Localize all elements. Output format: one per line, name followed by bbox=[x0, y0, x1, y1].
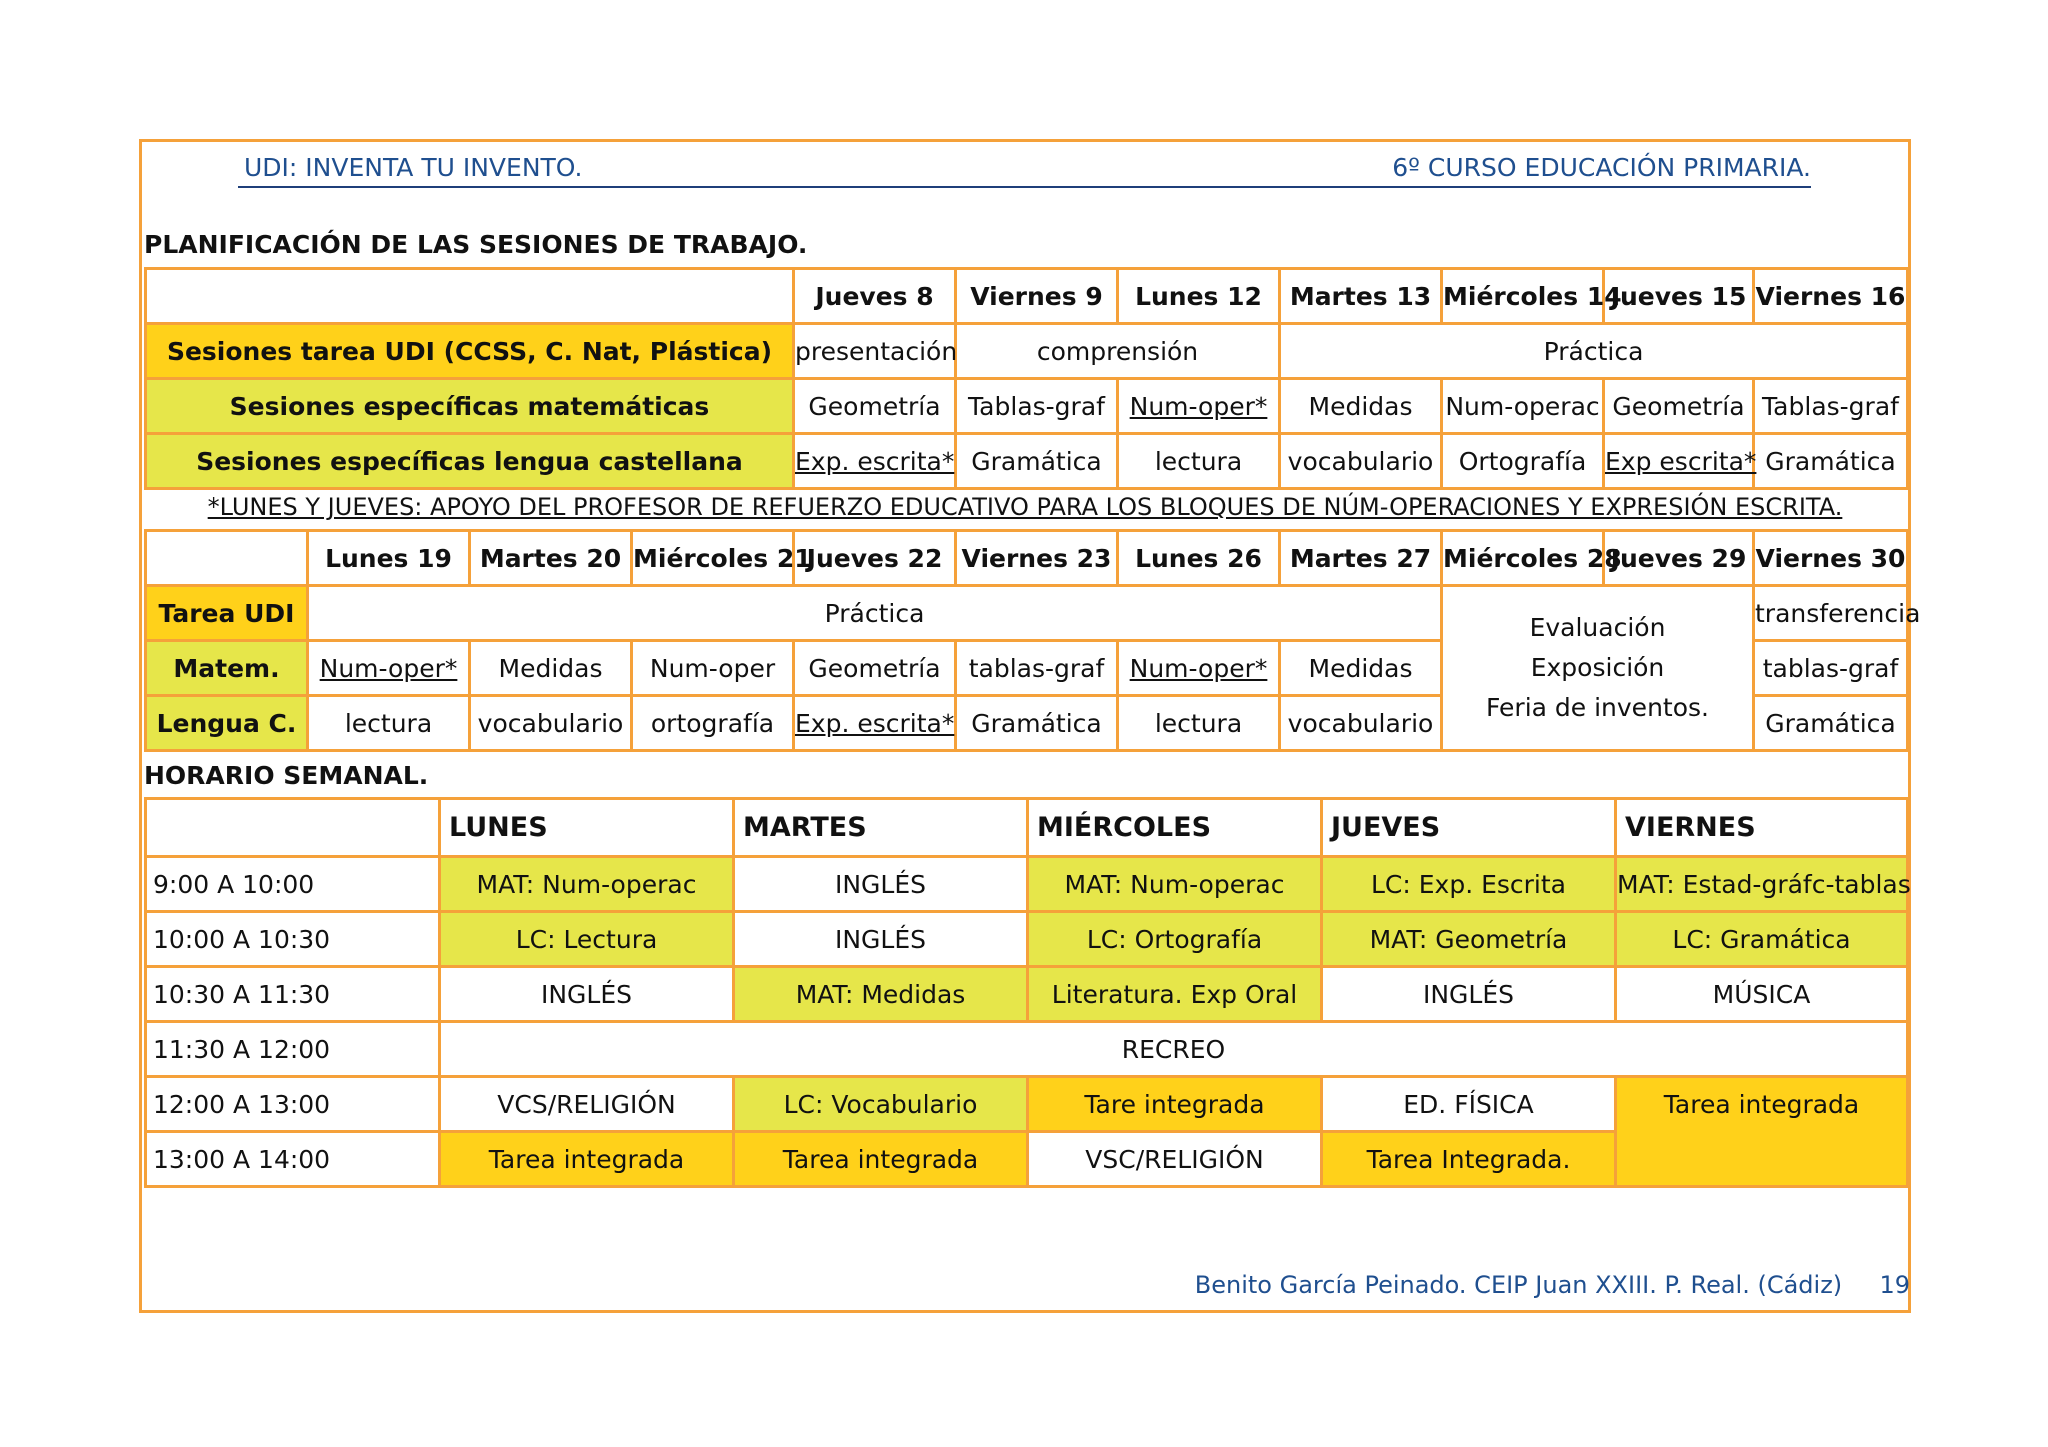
page-header bbox=[238, 150, 1811, 188]
schedule-cell: INGLÉS bbox=[734, 912, 1028, 967]
evaluation-cell bbox=[1442, 586, 1754, 751]
schedule-cell: MAT: Num-operac bbox=[1028, 857, 1322, 912]
empty-corner-cell bbox=[146, 531, 308, 586]
schedule-cell: LC: Gramática bbox=[1616, 912, 1908, 967]
schedule-cell: MAT: Estad-gráfc-tablas bbox=[1616, 857, 1908, 912]
page-footer bbox=[1195, 1271, 1910, 1299]
day-header: Miércoles 21 bbox=[632, 531, 794, 586]
schedule-cell: LC: Ortografía bbox=[1028, 912, 1322, 967]
schedule-cell: MAT: Medidas bbox=[734, 967, 1028, 1022]
schedule-cell: Tarea integrada bbox=[734, 1132, 1028, 1187]
session-cell: Exp. escrita* bbox=[794, 696, 956, 751]
schedule-cell: LC: Lectura bbox=[440, 912, 734, 967]
time-slot: 9:00 A 10:00 bbox=[146, 857, 440, 912]
day-header: Jueves 8 bbox=[794, 269, 956, 324]
weekday-header: JUEVES bbox=[1322, 799, 1616, 857]
day-header: Viernes 23 bbox=[956, 531, 1118, 586]
time-slot: 13:00 A 14:00 bbox=[146, 1132, 440, 1187]
day-header: Martes 13 bbox=[1280, 269, 1442, 324]
session-cell: Medidas bbox=[1280, 379, 1442, 434]
empty-corner-cell bbox=[146, 269, 794, 324]
day-header: Viernes 30 bbox=[1754, 531, 1908, 586]
table-row bbox=[146, 379, 1908, 434]
session-cell: Num-oper* bbox=[1118, 641, 1280, 696]
table-row bbox=[146, 531, 1908, 586]
weekday-header: VIERNES bbox=[1616, 799, 1908, 857]
schedule-cell: LC: Vocabulario bbox=[734, 1077, 1028, 1132]
sessions-table-week1 bbox=[144, 267, 1909, 490]
evaluation-line: Evaluación bbox=[1529, 613, 1666, 642]
time-slot: 10:30 A 11:30 bbox=[146, 967, 440, 1022]
page-number: 19 bbox=[1879, 1271, 1910, 1299]
day-header: Viernes 9 bbox=[956, 269, 1118, 324]
table-row bbox=[146, 586, 1908, 641]
session-cell: lectura bbox=[1118, 434, 1280, 489]
session-cell: Geometría bbox=[794, 379, 956, 434]
table-row bbox=[146, 967, 1908, 1022]
session-cell: Tablas-graf bbox=[956, 379, 1118, 434]
schedule-cell: ED. FÍSICA bbox=[1322, 1077, 1616, 1132]
day-header: Lunes 26 bbox=[1118, 531, 1280, 586]
day-header: Lunes 19 bbox=[308, 531, 470, 586]
session-cell: Gramática bbox=[956, 696, 1118, 751]
session-cell: presentación bbox=[794, 324, 956, 379]
schedule-cell: MÚSICA bbox=[1616, 967, 1908, 1022]
day-header: Jueves 22 bbox=[794, 531, 956, 586]
table-row bbox=[146, 324, 1908, 379]
empty-corner-cell bbox=[146, 799, 440, 857]
day-header: Lunes 12 bbox=[1118, 269, 1280, 324]
day-header: Martes 27 bbox=[1280, 531, 1442, 586]
session-cell: Gramática bbox=[1754, 696, 1908, 751]
row-label-language: Lengua C. bbox=[146, 696, 308, 751]
schedule-cell: VCS/RELIGIÓN bbox=[440, 1077, 734, 1132]
time-slot: 12:00 A 13:00 bbox=[146, 1077, 440, 1132]
session-cell: Ortografía bbox=[1442, 434, 1604, 489]
sessions-table-week2 bbox=[144, 529, 1921, 752]
session-cell: lectura bbox=[1118, 696, 1280, 751]
weekday-header: LUNES bbox=[440, 799, 734, 857]
session-cell: Tablas-graf bbox=[1754, 379, 1908, 434]
session-cell: ortografía bbox=[632, 696, 794, 751]
schedule-cell: Tarea Integrada. bbox=[1322, 1132, 1616, 1187]
time-slot: 11:30 A 12:00 bbox=[146, 1022, 440, 1077]
schedule-cell: INGLÉS bbox=[1322, 967, 1616, 1022]
weekday-header: MARTES bbox=[734, 799, 1028, 857]
session-cell: Práctica bbox=[308, 586, 1442, 641]
course-title: 6º CURSO EDUCACIÓN PRIMARIA. bbox=[1392, 153, 1811, 182]
schedule-cell: MAT: Geometría bbox=[1322, 912, 1616, 967]
session-cell: comprensión bbox=[956, 324, 1280, 379]
udi-title: UDI: INVENTA TU INVENTO. bbox=[244, 153, 583, 182]
day-header: Martes 20 bbox=[470, 531, 632, 586]
schedule-cell: Tarea integrada bbox=[440, 1132, 734, 1187]
session-cell: tablas-graf bbox=[956, 641, 1118, 696]
schedule-cell: Tarea integrada bbox=[1616, 1077, 1908, 1187]
row-label-language: Sesiones específicas lengua castellana bbox=[146, 434, 794, 489]
table-row bbox=[146, 1077, 1908, 1132]
day-header: Miércoles 14 bbox=[1442, 269, 1604, 324]
schedule-cell: VSC/RELIGIÓN bbox=[1028, 1132, 1322, 1187]
session-cell: Medidas bbox=[470, 641, 632, 696]
session-cell: Num-oper bbox=[632, 641, 794, 696]
evaluation-line: Exposición bbox=[1530, 653, 1665, 682]
row-label-math: Sesiones específicas matemáticas bbox=[146, 379, 794, 434]
session-cell: vocabulario bbox=[1280, 434, 1442, 489]
schedule-cell: INGLÉS bbox=[734, 857, 1028, 912]
session-cell: lectura bbox=[308, 696, 470, 751]
schedule-cell: LC: Exp. Escrita bbox=[1322, 857, 1616, 912]
weekly-schedule-table bbox=[144, 797, 1909, 1188]
table-row bbox=[146, 799, 1908, 857]
day-header: Viernes 16 bbox=[1754, 269, 1908, 324]
session-cell: Gramática bbox=[1754, 434, 1908, 489]
session-cell: Medidas bbox=[1280, 641, 1442, 696]
schedule-cell: INGLÉS bbox=[440, 967, 734, 1022]
recess-cell: RECREO bbox=[440, 1022, 1908, 1077]
session-cell: Exp. escrita* bbox=[794, 434, 956, 489]
footer-author: Benito García Peinado. CEIP Juan XXIII. P. Real. (Cádiz) bbox=[1194, 1271, 1843, 1299]
session-cell: Geometría bbox=[1604, 379, 1754, 434]
schedule-cell: Tare integrada bbox=[1028, 1077, 1322, 1132]
row-label-math: Matem. bbox=[146, 641, 308, 696]
table-row bbox=[146, 434, 1908, 489]
row-label-udi: Tarea UDI bbox=[146, 586, 308, 641]
session-cell: Num-operac bbox=[1442, 379, 1604, 434]
session-cell: Num-oper* bbox=[308, 641, 470, 696]
session-cell: vocabulario bbox=[1280, 696, 1442, 751]
session-cell: vocabulario bbox=[470, 696, 632, 751]
schedule-cell: MAT: Num-operac bbox=[440, 857, 734, 912]
weekly-schedule-title: HORARIO SEMANAL. bbox=[144, 761, 429, 790]
table-row bbox=[146, 269, 1908, 324]
day-header: Miércoles 28 bbox=[1442, 531, 1604, 586]
support-note: *LUNES Y JUEVES: APOYO DEL PROFESOR DE REFUERZO EDUCATIVO PARA LOS BLOQUES DE NÚM-OPERACIONES Y EXPRESIÓN ESCRITA. bbox=[207, 493, 1843, 521]
session-cell: Exp escrita* bbox=[1604, 434, 1754, 489]
row-label-udi: Sesiones tarea UDI (CCSS, C. Nat, Plástica) bbox=[146, 324, 794, 379]
table-row bbox=[146, 857, 1908, 912]
time-slot: 10:00 A 10:30 bbox=[146, 912, 440, 967]
session-cell: transferencia bbox=[1754, 586, 1908, 641]
session-cell: Gramática bbox=[956, 434, 1118, 489]
session-cell: tablas-graf bbox=[1754, 641, 1908, 696]
evaluation-line: Feria de inventos. bbox=[1486, 693, 1709, 722]
day-header: Jueves 15 bbox=[1604, 269, 1754, 324]
planning-title: PLANIFICACIÓN DE LAS SESIONES DE TRABAJO. bbox=[144, 230, 808, 259]
session-cell: Práctica bbox=[1280, 324, 1908, 379]
session-cell: Num-oper* bbox=[1118, 379, 1280, 434]
schedule-cell: Literatura. Exp Oral bbox=[1028, 967, 1322, 1022]
day-header: Jueves 29 bbox=[1604, 531, 1754, 586]
table-row bbox=[146, 1022, 1908, 1077]
table-row bbox=[146, 912, 1908, 967]
session-cell: Geometría bbox=[794, 641, 956, 696]
weekday-header: MIÉRCOLES bbox=[1028, 799, 1322, 857]
